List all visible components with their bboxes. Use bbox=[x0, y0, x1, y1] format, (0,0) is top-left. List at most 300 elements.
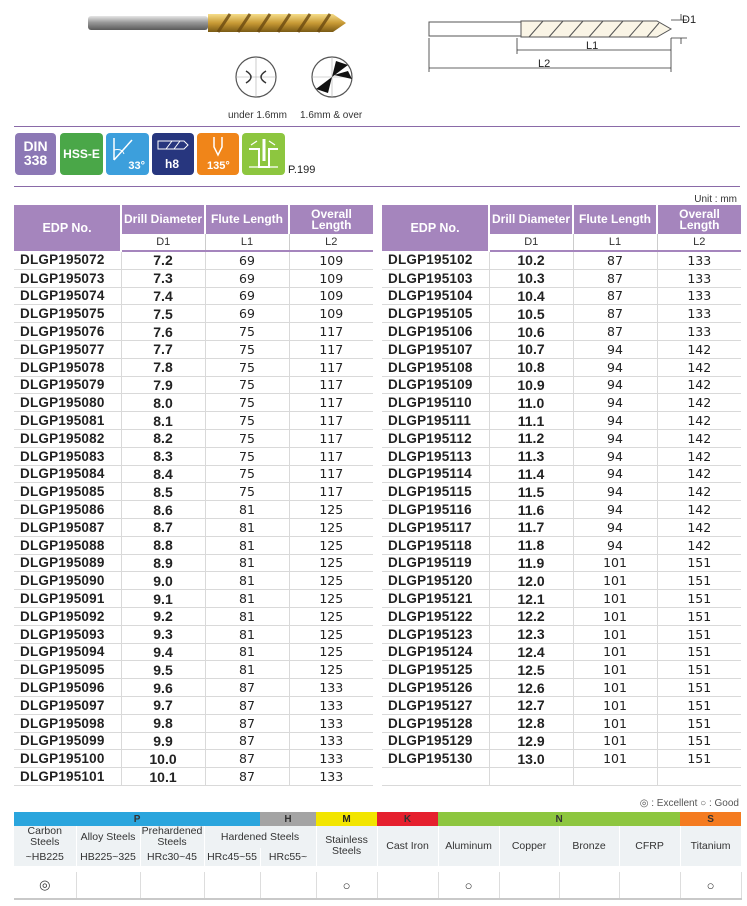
flute-length-cell: 75 bbox=[205, 429, 289, 447]
edp-cell: DLGP195098 bbox=[14, 714, 121, 732]
range-prehardened: HRc30~45 bbox=[140, 848, 204, 866]
flute-length-cell: 87 bbox=[205, 750, 289, 768]
flute-length-cell: 87 bbox=[205, 679, 289, 697]
divider-mid bbox=[14, 186, 740, 187]
din-338-icon: DIN 338 bbox=[15, 133, 56, 175]
rating-aluminum: ○ bbox=[438, 872, 499, 899]
edp-cell: DLGP195100 bbox=[14, 750, 121, 768]
d1-label: D1 bbox=[682, 14, 697, 26]
edp-cell: DLGP195123 bbox=[382, 625, 489, 643]
table-row bbox=[14, 768, 373, 786]
edp-cell: DLGP195126 bbox=[382, 679, 489, 697]
flute-length-cell: 101 bbox=[573, 554, 657, 572]
col-drill-diameter: Drill Diameter bbox=[121, 205, 205, 234]
diameter-cell: 8.1 bbox=[121, 412, 205, 430]
edp-cell: DLGP195097 bbox=[14, 696, 121, 714]
edp-cell: DLGP195114 bbox=[382, 465, 489, 483]
table-row bbox=[14, 376, 373, 394]
diameter-cell: 10.6 bbox=[489, 323, 573, 341]
flute-length-cell: 94 bbox=[573, 518, 657, 536]
edp-cell: DLGP195121 bbox=[382, 590, 489, 608]
diameter-cell: 9.8 bbox=[121, 714, 205, 732]
diameter-cell: 12.8 bbox=[489, 714, 573, 732]
diameter-cell: 11.3 bbox=[489, 447, 573, 465]
flute-length-cell: 81 bbox=[205, 661, 289, 679]
edp-cell: DLGP195086 bbox=[14, 501, 121, 519]
overall-length-cell: 151 bbox=[657, 696, 741, 714]
table-row bbox=[14, 572, 373, 590]
diameter-cell: 7.7 bbox=[121, 340, 205, 358]
unit-label: Unit : mm bbox=[694, 194, 737, 205]
cross-section-over-icon bbox=[308, 53, 356, 101]
overall-length-cell: 125 bbox=[289, 572, 373, 590]
overall-length-cell: 151 bbox=[657, 679, 741, 697]
range-carbon: ~HB225 bbox=[14, 848, 76, 866]
overall-length-cell: 125 bbox=[289, 554, 373, 572]
overall-length-cell: 133 bbox=[289, 696, 373, 714]
overall-length-cell: 125 bbox=[289, 661, 373, 679]
edp-cell: DLGP195103 bbox=[382, 269, 489, 287]
diameter-cell: 11.8 bbox=[489, 536, 573, 554]
edp-cell: DLGP195079 bbox=[14, 376, 121, 394]
table-row bbox=[382, 358, 741, 376]
table-row bbox=[14, 536, 373, 554]
diameter-cell: 8.6 bbox=[121, 501, 205, 519]
table-row bbox=[14, 287, 373, 305]
table-body-left bbox=[14, 251, 373, 785]
flute-length-cell: 101 bbox=[573, 714, 657, 732]
diameter-cell: 12.4 bbox=[489, 643, 573, 661]
edp-cell: DLGP195117 bbox=[382, 518, 489, 536]
edp-cell: DLGP195110 bbox=[382, 394, 489, 412]
edp-cell: DLGP195130 bbox=[382, 750, 489, 768]
page-ref[interactable]: P.199 bbox=[288, 164, 316, 176]
flute-length-cell: 101 bbox=[573, 590, 657, 608]
material-cast-iron: Cast Iron bbox=[377, 826, 438, 866]
overall-length-cell: 151 bbox=[657, 625, 741, 643]
diameter-cell: 9.1 bbox=[121, 590, 205, 608]
table-row bbox=[14, 465, 373, 483]
table-row bbox=[14, 340, 373, 358]
flute-length-cell: 75 bbox=[205, 340, 289, 358]
rating-cast-iron bbox=[377, 872, 438, 899]
overall-length-cell: 142 bbox=[657, 340, 741, 358]
flute-length-cell: 87 bbox=[205, 768, 289, 786]
range-alloy: HB225~325 bbox=[76, 848, 140, 866]
flute-length-cell: 94 bbox=[573, 501, 657, 519]
flute-length-cell: 101 bbox=[573, 679, 657, 697]
diameter-cell: 7.2 bbox=[121, 251, 205, 269]
rating-carbon: ◎ bbox=[14, 872, 76, 899]
edp-cell: DLGP195128 bbox=[382, 714, 489, 732]
flute-length-cell: 81 bbox=[205, 518, 289, 536]
table-row bbox=[382, 714, 741, 732]
table-row bbox=[382, 412, 741, 430]
edp-cell: DLGP195088 bbox=[14, 536, 121, 554]
rating-bronze bbox=[559, 872, 619, 899]
flute-length-cell: 75 bbox=[205, 465, 289, 483]
flute-length-cell: 75 bbox=[205, 447, 289, 465]
diameter-cell: 10.3 bbox=[489, 269, 573, 287]
hss-e-icon: HSS-E bbox=[60, 133, 103, 175]
flute-length-cell: 75 bbox=[205, 376, 289, 394]
edp-cell: DLGP195115 bbox=[382, 483, 489, 501]
overall-length-cell: 125 bbox=[289, 590, 373, 608]
helix-33-icon: 33° bbox=[106, 133, 149, 175]
drill-photo bbox=[88, 8, 346, 38]
edp-cell: DLGP195073 bbox=[14, 269, 121, 287]
edp-cell: DLGP195081 bbox=[14, 412, 121, 430]
overall-length-cell: 151 bbox=[657, 572, 741, 590]
sub-d1: D1 bbox=[121, 234, 205, 251]
diameter-cell: 10.0 bbox=[121, 750, 205, 768]
table-row bbox=[14, 447, 373, 465]
overall-length-cell: 142 bbox=[657, 394, 741, 412]
edp-cell: DLGP195124 bbox=[382, 643, 489, 661]
table-row bbox=[14, 518, 373, 536]
overall-length-cell: 117 bbox=[289, 394, 373, 412]
table-row bbox=[382, 643, 741, 661]
overall-length-cell: 109 bbox=[289, 251, 373, 269]
table-row bbox=[14, 305, 373, 323]
overall-length-cell: 142 bbox=[657, 536, 741, 554]
edp-cell: DLGP195125 bbox=[382, 661, 489, 679]
edp-cell: DLGP195095 bbox=[14, 661, 121, 679]
overall-length-cell: 117 bbox=[289, 340, 373, 358]
overall-length-cell: 151 bbox=[657, 643, 741, 661]
diameter-cell: 12.9 bbox=[489, 732, 573, 750]
diameter-cell: 11.2 bbox=[489, 429, 573, 447]
diameter-cell: 9.7 bbox=[121, 696, 205, 714]
flute-length-cell: 94 bbox=[573, 483, 657, 501]
diameter-cell: 8.8 bbox=[121, 536, 205, 554]
flute-length-cell: 101 bbox=[573, 750, 657, 768]
flute-length-cell: 69 bbox=[205, 269, 289, 287]
overall-length-cell: 125 bbox=[289, 643, 373, 661]
overall-length-cell: 151 bbox=[657, 590, 741, 608]
edp-cell: DLGP195118 bbox=[382, 536, 489, 554]
edp-cell: DLGP195102 bbox=[382, 251, 489, 269]
edp-cell: DLGP195111 bbox=[382, 412, 489, 430]
material-stainless-steels: Stainless Steels bbox=[316, 826, 377, 866]
overall-length-cell: 142 bbox=[657, 518, 741, 536]
table-row bbox=[14, 412, 373, 430]
flute-length-cell: 101 bbox=[573, 732, 657, 750]
group-n: N bbox=[438, 812, 680, 826]
group-k: K bbox=[377, 812, 438, 826]
flute-length-cell: 101 bbox=[573, 696, 657, 714]
rating-titanium: ○ bbox=[680, 872, 741, 899]
table-row bbox=[14, 679, 373, 697]
overall-length-cell: 117 bbox=[289, 429, 373, 447]
diameter-cell: 12.5 bbox=[489, 661, 573, 679]
edp-cell: DLGP195106 bbox=[382, 323, 489, 341]
flute-length-cell: 94 bbox=[573, 394, 657, 412]
table-row bbox=[382, 768, 741, 786]
diameter-cell: 11.7 bbox=[489, 518, 573, 536]
flute-length-cell: 101 bbox=[573, 643, 657, 661]
overall-length-cell: 133 bbox=[289, 768, 373, 786]
diameter-cell: 10.4 bbox=[489, 287, 573, 305]
flute-length-cell: 87 bbox=[573, 269, 657, 287]
diameter-cell: 8.7 bbox=[121, 518, 205, 536]
edp-cell: DLGP195077 bbox=[14, 340, 121, 358]
table-row bbox=[382, 661, 741, 679]
table-row bbox=[14, 643, 373, 661]
flute-length-cell: 69 bbox=[205, 287, 289, 305]
overall-length-cell: 117 bbox=[289, 447, 373, 465]
diameter-cell: 13.0 bbox=[489, 750, 573, 768]
edp-cell: DLGP195112 bbox=[382, 429, 489, 447]
overall-length-cell: 109 bbox=[289, 305, 373, 323]
flute-length-cell: 94 bbox=[573, 376, 657, 394]
edp-cell: DLGP195090 bbox=[14, 572, 121, 590]
overall-length-cell: 133 bbox=[289, 732, 373, 750]
material-aluminum: Aluminum bbox=[438, 826, 499, 866]
table-row bbox=[382, 607, 741, 625]
table-row bbox=[14, 358, 373, 376]
dimension-drawing bbox=[425, 10, 715, 82]
diameter-cell: 9.6 bbox=[121, 679, 205, 697]
table-row bbox=[382, 750, 741, 768]
table-row bbox=[14, 590, 373, 608]
edp-cell: DLGP195076 bbox=[14, 323, 121, 341]
edp-cell: DLGP195093 bbox=[14, 625, 121, 643]
material-carbon-steels: Carbon Steels bbox=[14, 826, 76, 848]
edp-cell: DLGP195122 bbox=[382, 607, 489, 625]
col-overall-length: Overall Length bbox=[657, 205, 741, 234]
diameter-cell: 7.8 bbox=[121, 358, 205, 376]
table-row bbox=[14, 625, 373, 643]
table-body-right bbox=[382, 251, 741, 785]
table-row bbox=[382, 501, 741, 519]
overall-length-cell: 125 bbox=[289, 625, 373, 643]
overall-length-cell: 142 bbox=[657, 447, 741, 465]
table-row bbox=[382, 394, 741, 412]
point-135-icon: 135° bbox=[197, 133, 239, 175]
edp-cell: DLGP195104 bbox=[382, 287, 489, 305]
group-p: P bbox=[14, 812, 260, 826]
edp-cell: DLGP195089 bbox=[14, 554, 121, 572]
table-row bbox=[382, 376, 741, 394]
flute-length-cell: 81 bbox=[205, 501, 289, 519]
table-row bbox=[14, 714, 373, 732]
overall-length-cell: 151 bbox=[657, 661, 741, 679]
table-row bbox=[14, 696, 373, 714]
group-m: M bbox=[316, 812, 377, 826]
flute-length-cell: 81 bbox=[205, 554, 289, 572]
flute-length-cell: 87 bbox=[573, 305, 657, 323]
edp-cell: DLGP195083 bbox=[14, 447, 121, 465]
diameter-cell: 9.0 bbox=[121, 572, 205, 590]
diameter-cell: 9.3 bbox=[121, 625, 205, 643]
flute-length-cell: 101 bbox=[573, 625, 657, 643]
flute-length-cell: 94 bbox=[573, 465, 657, 483]
diameter-cell: 10.5 bbox=[489, 305, 573, 323]
sub-l1: L1 bbox=[573, 234, 657, 251]
col-drill-diameter: Drill Diameter bbox=[489, 205, 573, 234]
diameter-cell: 11.4 bbox=[489, 465, 573, 483]
sub-l2: L2 bbox=[289, 234, 373, 251]
group-s: S bbox=[680, 812, 741, 826]
flute-length-cell: 75 bbox=[205, 412, 289, 430]
edp-cell: DLGP195078 bbox=[14, 358, 121, 376]
table-row bbox=[382, 429, 741, 447]
diameter-cell: 9.4 bbox=[121, 643, 205, 661]
rating-copper bbox=[499, 872, 559, 899]
table-row bbox=[14, 554, 373, 572]
caption-under: under 1.6mm bbox=[228, 110, 287, 121]
edp-cell: DLGP195072 bbox=[14, 251, 121, 269]
diameter-cell: 11.5 bbox=[489, 483, 573, 501]
col-edp: EDP No. bbox=[14, 205, 121, 251]
diameter-cell: 9.5 bbox=[121, 661, 205, 679]
edp-cell: DLGP195091 bbox=[14, 590, 121, 608]
overall-length-cell: 125 bbox=[289, 536, 373, 554]
table-row bbox=[382, 732, 741, 750]
edp-cell: DLGP195096 bbox=[14, 679, 121, 697]
edp-cell: DLGP195127 bbox=[382, 696, 489, 714]
range-hardened-high: HRc55~ bbox=[260, 848, 316, 866]
material-copper: Copper bbox=[499, 826, 559, 866]
edp-cell: DLGP195085 bbox=[14, 483, 121, 501]
flute-length-cell: 81 bbox=[205, 625, 289, 643]
flute-length-cell: 81 bbox=[205, 572, 289, 590]
flute-length-cell: 81 bbox=[205, 643, 289, 661]
table-row bbox=[382, 696, 741, 714]
diameter-cell: 12.3 bbox=[489, 625, 573, 643]
overall-length-cell: 117 bbox=[289, 483, 373, 501]
group-h: H bbox=[260, 812, 316, 826]
overall-length-cell: 151 bbox=[657, 714, 741, 732]
edp-cell: DLGP195075 bbox=[14, 305, 121, 323]
table-row bbox=[382, 554, 741, 572]
edp-cell: DLGP195092 bbox=[14, 607, 121, 625]
edp-cell: DLGP195108 bbox=[382, 358, 489, 376]
flute-length-cell: 94 bbox=[573, 447, 657, 465]
table-row bbox=[382, 483, 741, 501]
rating-legend: ◎ : Excellent ○ : Good bbox=[639, 798, 739, 809]
diameter-cell: 8.2 bbox=[121, 429, 205, 447]
tolerance-h8-icon: h8 bbox=[152, 133, 194, 175]
overall-length-cell: 109 bbox=[289, 269, 373, 287]
material-prehardened-steels: Prehardened Steels bbox=[141, 825, 203, 848]
col-flute-length: Flute Length bbox=[573, 205, 657, 234]
flute-length-cell: 94 bbox=[573, 412, 657, 430]
flute-length-cell: 87 bbox=[205, 714, 289, 732]
edp-cell: DLGP195084 bbox=[14, 465, 121, 483]
table-row bbox=[382, 323, 741, 341]
table-row bbox=[382, 572, 741, 590]
rating-hardened-low bbox=[204, 872, 260, 899]
range-hardened-low: HRc45~55 bbox=[204, 848, 260, 866]
table-row bbox=[382, 625, 741, 643]
flute-length-cell: 94 bbox=[573, 358, 657, 376]
edp-cell: DLGP195082 bbox=[14, 429, 121, 447]
edp-cell: DLGP195099 bbox=[14, 732, 121, 750]
flute-length-cell: 69 bbox=[205, 251, 289, 269]
table-row bbox=[382, 340, 741, 358]
overall-length-cell: 151 bbox=[657, 554, 741, 572]
edp-cell: DLGP195101 bbox=[14, 768, 121, 786]
edp-cell: DLGP195105 bbox=[382, 305, 489, 323]
edp-table-right bbox=[382, 205, 741, 786]
diameter-cell: 12.6 bbox=[489, 679, 573, 697]
flute-length-cell: 69 bbox=[205, 305, 289, 323]
col-flute-length: Flute Length bbox=[205, 205, 289, 234]
flute-length-cell: 101 bbox=[573, 661, 657, 679]
col-overall-length: Overall Length bbox=[289, 205, 373, 234]
material-table bbox=[14, 812, 742, 900]
material-hardened-steels: Hardened Steels bbox=[204, 826, 316, 848]
diameter-cell: 9.2 bbox=[121, 607, 205, 625]
edp-cell: DLGP195113 bbox=[382, 447, 489, 465]
diameter-cell: 10.2 bbox=[489, 251, 573, 269]
table-row bbox=[382, 536, 741, 554]
diameter-cell: 10.1 bbox=[121, 768, 205, 786]
edp-cell: DLGP195129 bbox=[382, 732, 489, 750]
flute-length-cell: 87 bbox=[573, 251, 657, 269]
overall-length-cell: 133 bbox=[657, 287, 741, 305]
overall-length-cell bbox=[657, 768, 741, 786]
table-row bbox=[382, 287, 741, 305]
diameter-cell: 10.8 bbox=[489, 358, 573, 376]
flute-length-cell bbox=[573, 768, 657, 786]
flute-length-cell: 101 bbox=[573, 607, 657, 625]
diameter-cell: 11.1 bbox=[489, 412, 573, 430]
flute-length-cell: 75 bbox=[205, 358, 289, 376]
diameter-cell: 10.9 bbox=[489, 376, 573, 394]
rating-stainless: ○ bbox=[316, 872, 377, 899]
flute-length-cell: 87 bbox=[573, 323, 657, 341]
diameter-cell: 12.1 bbox=[489, 590, 573, 608]
edp-cell: DLGP195109 bbox=[382, 376, 489, 394]
diameter-cell: 8.3 bbox=[121, 447, 205, 465]
table-row bbox=[14, 661, 373, 679]
rating-cfrp bbox=[619, 872, 680, 899]
edp-cell: DLGP195116 bbox=[382, 501, 489, 519]
table-row bbox=[14, 732, 373, 750]
edp-cell: DLGP195107 bbox=[382, 340, 489, 358]
diameter-cell: 11.6 bbox=[489, 501, 573, 519]
overall-length-cell: 117 bbox=[289, 412, 373, 430]
flute-length-cell: 75 bbox=[205, 483, 289, 501]
overall-length-cell: 142 bbox=[657, 465, 741, 483]
table-row bbox=[14, 483, 373, 501]
table-row bbox=[382, 305, 741, 323]
edp-cell: DLGP195080 bbox=[14, 394, 121, 412]
overall-length-cell: 142 bbox=[657, 412, 741, 430]
edp-cell: DLGP195120 bbox=[382, 572, 489, 590]
flute-length-cell: 94 bbox=[573, 429, 657, 447]
table-row bbox=[382, 465, 741, 483]
table-row bbox=[14, 323, 373, 341]
edp-cell: DLGP195087 bbox=[14, 518, 121, 536]
diameter-cell: 9.9 bbox=[121, 732, 205, 750]
overall-length-cell: 133 bbox=[657, 251, 741, 269]
diameter-cell: 7.3 bbox=[121, 269, 205, 287]
table-row bbox=[382, 518, 741, 536]
overall-length-cell: 117 bbox=[289, 358, 373, 376]
diameter-cell: 7.4 bbox=[121, 287, 205, 305]
overall-length-cell: 142 bbox=[657, 376, 741, 394]
flute-length-cell: 75 bbox=[205, 394, 289, 412]
diameter-cell: 7.5 bbox=[121, 305, 205, 323]
l2-label: L2 bbox=[538, 58, 551, 70]
table-row bbox=[14, 429, 373, 447]
table-row bbox=[14, 501, 373, 519]
diameter-cell: 12.2 bbox=[489, 607, 573, 625]
